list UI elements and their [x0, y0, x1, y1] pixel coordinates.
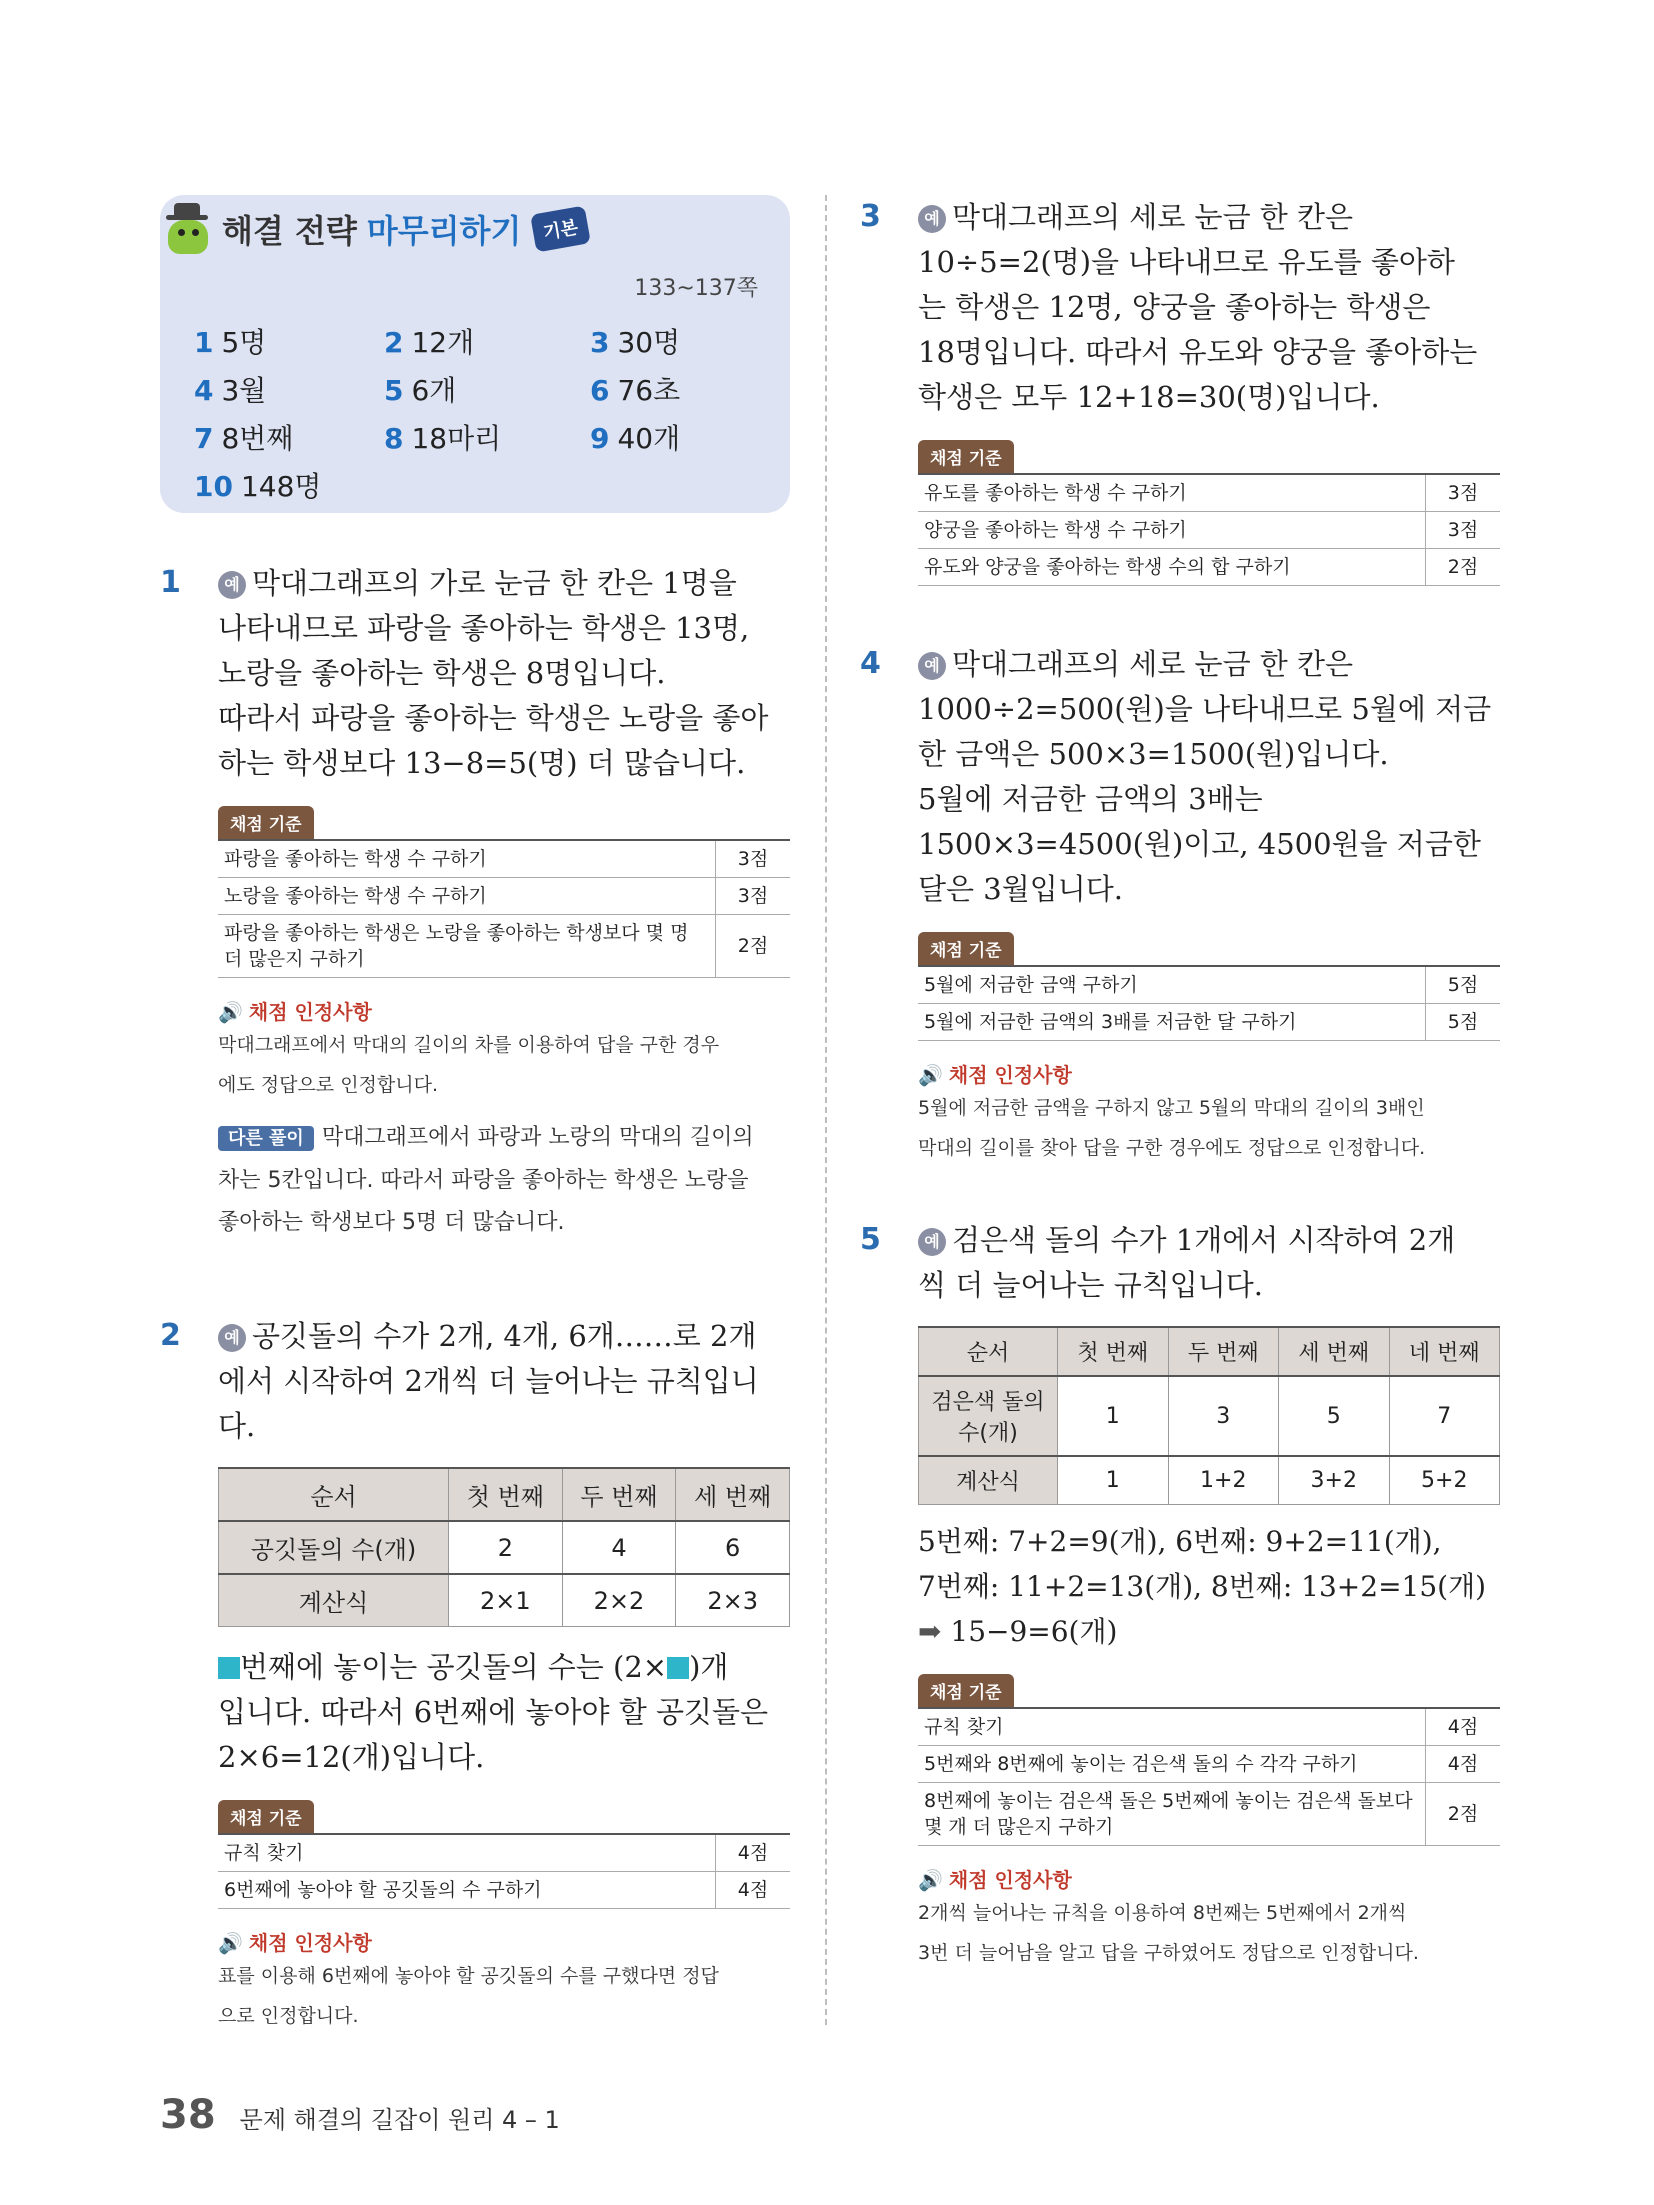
solution-line: 1000÷2=500(원)을 나타내므로 5월에 저금 [918, 692, 1492, 726]
solution-line: 10÷5=2(명)을 나타내므로 유도를 좋아하 [918, 245, 1455, 279]
answer-item: 3 30명 [590, 326, 681, 359]
recognition-line: 막대의 길이를 찾아 답을 구한 경우에도 정답으로 인정합니다. [918, 1137, 1426, 1159]
level-badge: 기본 [530, 206, 591, 253]
table-row: 규칙 찾기 4점 [918, 1708, 1500, 1746]
table-row: 계산식 2×1 2×2 2×3 [219, 1574, 790, 1627]
solution-line: 2×6=12(개)입니다. [218, 1740, 485, 1774]
answer-box-header [160, 203, 588, 255]
recognition-line: 3번 더 늘어남을 알고 답을 구하였어도 정답으로 인정합니다. [918, 1942, 1419, 1964]
solution-line: 씩 더 늘어나는 규칙입니다. [918, 1268, 1264, 1302]
solution-line: 하는 학생보다 13−8=5(명) 더 많습니다. [218, 746, 746, 780]
answer-item: 1 5명 [194, 326, 267, 359]
table-row: 양궁을 좋아하는 학생 수 구하기 3점 [918, 512, 1500, 549]
example-badge: 예 [218, 571, 246, 599]
table-row: 5월에 저금한 금액의 3배를 저금한 달 구하기 5점 [918, 1004, 1500, 1041]
solution-line: 18명입니다. 따라서 유도와 양궁을 좋아하는 [918, 335, 1478, 369]
solution-line: 노랑을 좋아하는 학생은 8명입니다. [218, 656, 666, 690]
speaker-icon: 🔊 [218, 1931, 243, 1955]
problem-4 [860, 642, 1500, 1168]
problem-number: 3 [860, 199, 881, 234]
square-icon [667, 1657, 689, 1679]
pattern-table [918, 1326, 1500, 1505]
problem-1 [160, 561, 790, 1244]
answer-item: 2 12개 [384, 326, 475, 359]
recognition-header: 🔊 채점 인정사항 [918, 1868, 1072, 1892]
solution-line: 한 금액은 500×3=1500(원)입니다. [918, 737, 1389, 771]
alternative-solution: 다른 풀이 막대그래프에서 파랑과 노랑의 막대의 길이의 차는 5칸입니다. 따라서 파랑을 좋아하는 학생은 노랑을 좋아하는 학생보다 5명 더 많습니다. [218, 1125, 754, 1235]
solution-line: 예 막대그래프의 가로 눈금 한 칸은 1명을 [218, 561, 790, 606]
recognition-line: 5월에 저금한 금액을 구하지 않고 5월의 막대의 길이의 3배인 [918, 1097, 1425, 1119]
solution-line: 예 막대그래프의 세로 눈금 한 칸은 [918, 195, 1500, 240]
table-header-row: 순서 첫 번째 두 번째 세 번째 [219, 1468, 790, 1521]
answer-grid [194, 321, 770, 505]
solution-line: 1500×3=4500(원)이고, 4500원을 저금한 [918, 827, 1481, 861]
example-badge: 예 [218, 1324, 246, 1352]
solution-line: 5월에 저금한 금액의 3배는 [918, 782, 1263, 816]
table-row: 계산식 1 1+2 3+2 5+2 [919, 1456, 1500, 1505]
solution-line: 예 검은색 돌의 수가 1개에서 시작하여 2개 [918, 1218, 1500, 1263]
recognition-header: 🔊 채점 인정사항 [218, 1000, 372, 1024]
problem-number: 5 [860, 1222, 881, 1257]
alternative-tag: 다른 풀이 [218, 1126, 314, 1151]
problem-number: 2 [160, 1318, 181, 1353]
table-row: 파랑을 좋아하는 학생 수 구하기 3점 [218, 840, 790, 878]
table-row: 유도를 좋아하는 학생 수 구하기 3점 [918, 474, 1500, 512]
recognition-header: 🔊 채점 인정사항 [918, 1063, 1072, 1087]
scoring-label: 채점 기준 [918, 1674, 1014, 1707]
table-row: 8번째에 놓이는 검은색 돌은 5번째에 놓이는 검은색 돌보다 몇 개 더 많은지 구하기 2점 [918, 1783, 1500, 1846]
scoring-label: 채점 기준 [218, 1800, 314, 1833]
problem-number: 4 [860, 646, 881, 681]
arrow-icon: ➡ [918, 1615, 942, 1648]
answer-box-title-highlight: 마무리하기 [366, 212, 522, 250]
answer-item: 9 40개 [590, 422, 681, 455]
table-row: 노랑을 좋아하는 학생 수 구하기 3점 [218, 878, 790, 915]
answer-box-title: 해결 전략 [222, 212, 357, 250]
solution-line: 나타내므로 파랑을 좋아하는 학생은 13명, [218, 611, 750, 645]
solution-line: 번째에 놓이는 공깃돌의 수는 (2× )개 [218, 1645, 790, 1690]
table-row: 5월에 저금한 금액 구하기 5점 [918, 966, 1500, 1004]
answer-item: 4 3월 [194, 374, 267, 407]
solution-line: ➡ 15−9=6(개) [918, 1615, 1118, 1648]
recognition-line: 2개씩 늘어나는 규칙을 이용하여 8번째는 5번째에서 2개씩 [918, 1902, 1407, 1924]
solution-line: 는 학생은 12명, 양궁을 좋아하는 학생은 [918, 290, 1431, 324]
table-row: 공깃돌의 수(개) 2 4 6 [219, 1521, 790, 1574]
recognition-line: 으로 인정합니다. [218, 2005, 359, 2027]
scoring-label: 채점 기준 [918, 932, 1014, 965]
page-number: 38 [160, 2092, 216, 2138]
recognition-line: 막대그래프에서 막대의 길이의 차를 이용하여 답을 구한 경우 [218, 1034, 720, 1056]
table-row: 5번째와 8번째에 놓이는 검은색 돌의 수 각각 구하기 4점 [918, 1746, 1500, 1783]
solution-line: 예 공깃돌의 수가 2개, 4개, 6개……로 2개 [218, 1314, 790, 1359]
answer-item: 6 76초 [590, 374, 681, 407]
answer-item: 8 18마리 [384, 422, 502, 455]
scoring-table [918, 965, 1500, 1041]
solution-line: 달은 3월입니다. [918, 872, 1123, 906]
scoring-table [218, 1833, 790, 1909]
speaker-icon: 🔊 [918, 1868, 943, 1892]
solution-line: 학생은 모두 12+18=30(명)입니다. [918, 380, 1380, 414]
problem-3 [860, 195, 1500, 586]
solution-line: 따라서 파랑을 좋아하는 학생은 노랑을 좋아 [218, 701, 769, 735]
page-footer [160, 2092, 560, 2138]
worm-mascot-icon [160, 203, 216, 255]
speaker-icon: 🔊 [218, 1000, 243, 1024]
table-row: 6번째에 놓아야 할 공깃돌의 수 구하기 4점 [218, 1872, 790, 1909]
scoring-label: 채점 기준 [918, 440, 1014, 473]
table-row: 규칙 찾기 4점 [218, 1834, 790, 1872]
problem-number: 1 [160, 565, 181, 600]
recognition-line: 표를 이용해 6번째에 놓아야 할 공깃돌의 수를 구했다면 정답 [218, 1965, 719, 1987]
speaker-icon: 🔊 [918, 1063, 943, 1087]
page-range: 133~137쪽 [634, 276, 758, 301]
scoring-table [218, 839, 790, 978]
solution-line: 7번째: 11+2=13(개), 8번째: 13+2=15(개) [918, 1570, 1487, 1603]
solution-line: 에서 시작하여 2개씩 더 늘어나는 규칙입니다. [218, 1364, 759, 1443]
scoring-table [918, 473, 1500, 586]
answer-box [160, 195, 790, 513]
table-row: 유도와 양궁을 좋아하는 학생 수의 합 구하기 2점 [918, 549, 1500, 586]
left-column [160, 195, 790, 2036]
example-badge: 예 [918, 652, 946, 680]
answer-item: 5 6개 [384, 374, 457, 407]
column-divider [825, 195, 827, 2025]
recognition-header: 🔊 채점 인정사항 [218, 1931, 372, 1955]
answer-item: 7 8번째 [194, 422, 294, 455]
table-row: 파랑을 좋아하는 학생은 노랑을 좋아하는 학생보다 몇 명 더 많은지 구하기 2점 [218, 915, 790, 978]
book-title: 문제 해결의 길잡이 원리 4 – 1 [239, 2106, 560, 2134]
solution-line: 입니다. 따라서 6번째에 놓아야 할 공깃돌은 [218, 1695, 768, 1729]
square-icon [218, 1657, 240, 1679]
recognition-line: 에도 정답으로 인정합니다. [218, 1074, 439, 1096]
scoring-table [918, 1707, 1500, 1846]
scoring-label: 채점 기준 [218, 806, 314, 839]
example-badge: 예 [918, 1228, 946, 1256]
problem-5 [860, 1218, 1500, 1973]
answer-item: 10 148명 [194, 470, 322, 503]
pattern-table [218, 1467, 790, 1627]
table-row: 검은색 돌의 수(개) 1 3 5 7 [919, 1376, 1500, 1456]
problem-2 [160, 1314, 790, 2036]
right-column [860, 195, 1500, 1973]
example-badge: 예 [918, 205, 946, 233]
solution-line: 5번째: 7+2=9(개), 6번째: 9+2=11(개), [918, 1525, 1442, 1558]
table-header-row: 순서 첫 번째 두 번째 세 번째 네 번째 [919, 1327, 1500, 1376]
solution-line: 예 막대그래프의 세로 눈금 한 칸은 [918, 642, 1500, 687]
